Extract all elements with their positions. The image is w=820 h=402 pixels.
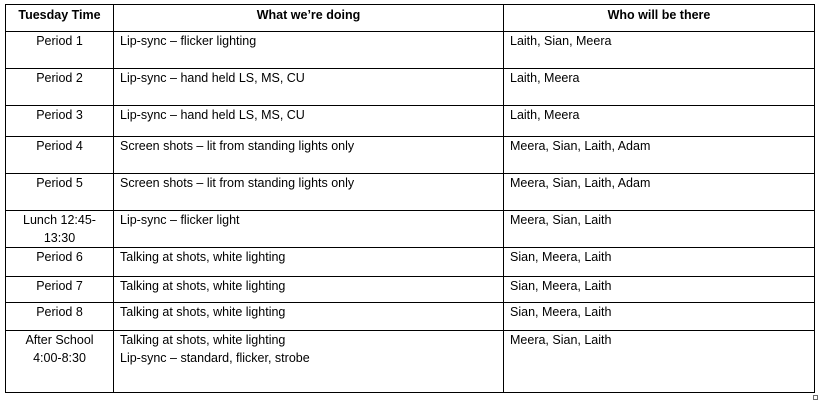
time-cell [6, 69, 114, 106]
people-text: Sian, Meera, Laith [510, 305, 612, 319]
activity-text: Lip-sync – standard, flicker, strobe [120, 351, 310, 365]
people-text: Meera, Sian, Laith [510, 333, 612, 347]
time-text: Period 1 [36, 34, 83, 48]
people-cell [504, 106, 815, 137]
header-activity: What we’re doing [114, 5, 504, 32]
time-text: After School [25, 333, 94, 347]
activity-text: Talking at shots, white lighting [120, 250, 286, 264]
time-text: Period 4 [36, 139, 83, 153]
time-text: 13:30 [43, 231, 76, 245]
time-text: Period 6 [36, 250, 83, 264]
activity-cell [114, 106, 504, 137]
time-text: Period 8 [36, 305, 83, 319]
activity-cell [114, 174, 504, 211]
time-cell [6, 248, 114, 277]
activity-cell [114, 248, 504, 277]
time-cell [6, 211, 114, 248]
table-row [6, 69, 815, 106]
activity-cell [114, 331, 504, 393]
time-cell [6, 303, 114, 331]
activity-text: Talking at shots, white lighting [120, 279, 286, 293]
activity-cell [114, 211, 504, 248]
people-cell [504, 137, 815, 174]
activity-cell [114, 277, 504, 303]
table-resize-handle[interactable] [813, 395, 818, 400]
time-cell [6, 331, 114, 393]
people-text: Sian, Meera, Laith [510, 250, 612, 264]
activity-text: Lip-sync – hand held LS, MS, CU [120, 108, 305, 122]
people-cell [504, 174, 815, 211]
people-text: Sian, Meera, Laith [510, 279, 612, 293]
time-text: Lunch 12:45- [23, 213, 96, 227]
activity-cell [114, 137, 504, 174]
people-text: Meera, Sian, Laith [510, 213, 612, 227]
table-row [6, 174, 815, 211]
time-text: Period 3 [36, 108, 83, 122]
time-text: Period 5 [36, 176, 83, 190]
table-row [6, 277, 815, 303]
people-cell [504, 331, 815, 393]
table-row [6, 303, 815, 331]
people-cell [504, 69, 815, 106]
activity-text: Screen shots – lit from standing lights only [120, 176, 355, 190]
activity-text: Talking at shots, white lighting [120, 305, 286, 319]
table-row [6, 331, 815, 393]
time-text: Period 2 [36, 71, 83, 85]
activity-text: Lip-sync – hand held LS, MS, CU [120, 71, 305, 85]
activity-cell [114, 32, 504, 69]
schedule-table [5, 4, 815, 393]
activity-text: Lip-sync – flicker lighting [120, 34, 257, 48]
people-text: Laith, Meera [510, 108, 580, 122]
people-cell [504, 248, 815, 277]
people-text: Laith, Meera [510, 71, 580, 85]
people-cell [504, 32, 815, 69]
activity-cell [114, 303, 504, 331]
header-time: Tuesday Time [6, 5, 114, 32]
people-cell [504, 303, 815, 331]
time-text: Period 7 [36, 279, 83, 293]
activity-cell [114, 69, 504, 106]
people-text: Laith, Sian, Meera [510, 34, 612, 48]
time-cell [6, 277, 114, 303]
header-people: Who will be there [504, 5, 815, 32]
people-text: Meera, Sian, Laith, Adam [510, 139, 651, 153]
time-text: 4:00-8:30 [33, 351, 86, 365]
activity-text: Talking at shots, white lighting [120, 333, 286, 347]
time-cell [6, 137, 114, 174]
table-row [6, 211, 815, 248]
table-row [6, 106, 815, 137]
people-cell [504, 211, 815, 248]
table-row [6, 137, 815, 174]
header-row [6, 5, 815, 32]
table-row [6, 32, 815, 69]
time-cell [6, 32, 114, 69]
table-row [6, 248, 815, 277]
time-cell [6, 106, 114, 137]
activity-text: Lip-sync – flicker light [120, 213, 240, 227]
time-cell [6, 174, 114, 211]
activity-text: Screen shots – lit from standing lights only [120, 139, 355, 153]
people-cell [504, 277, 815, 303]
people-text: Meera, Sian, Laith, Adam [510, 176, 651, 190]
